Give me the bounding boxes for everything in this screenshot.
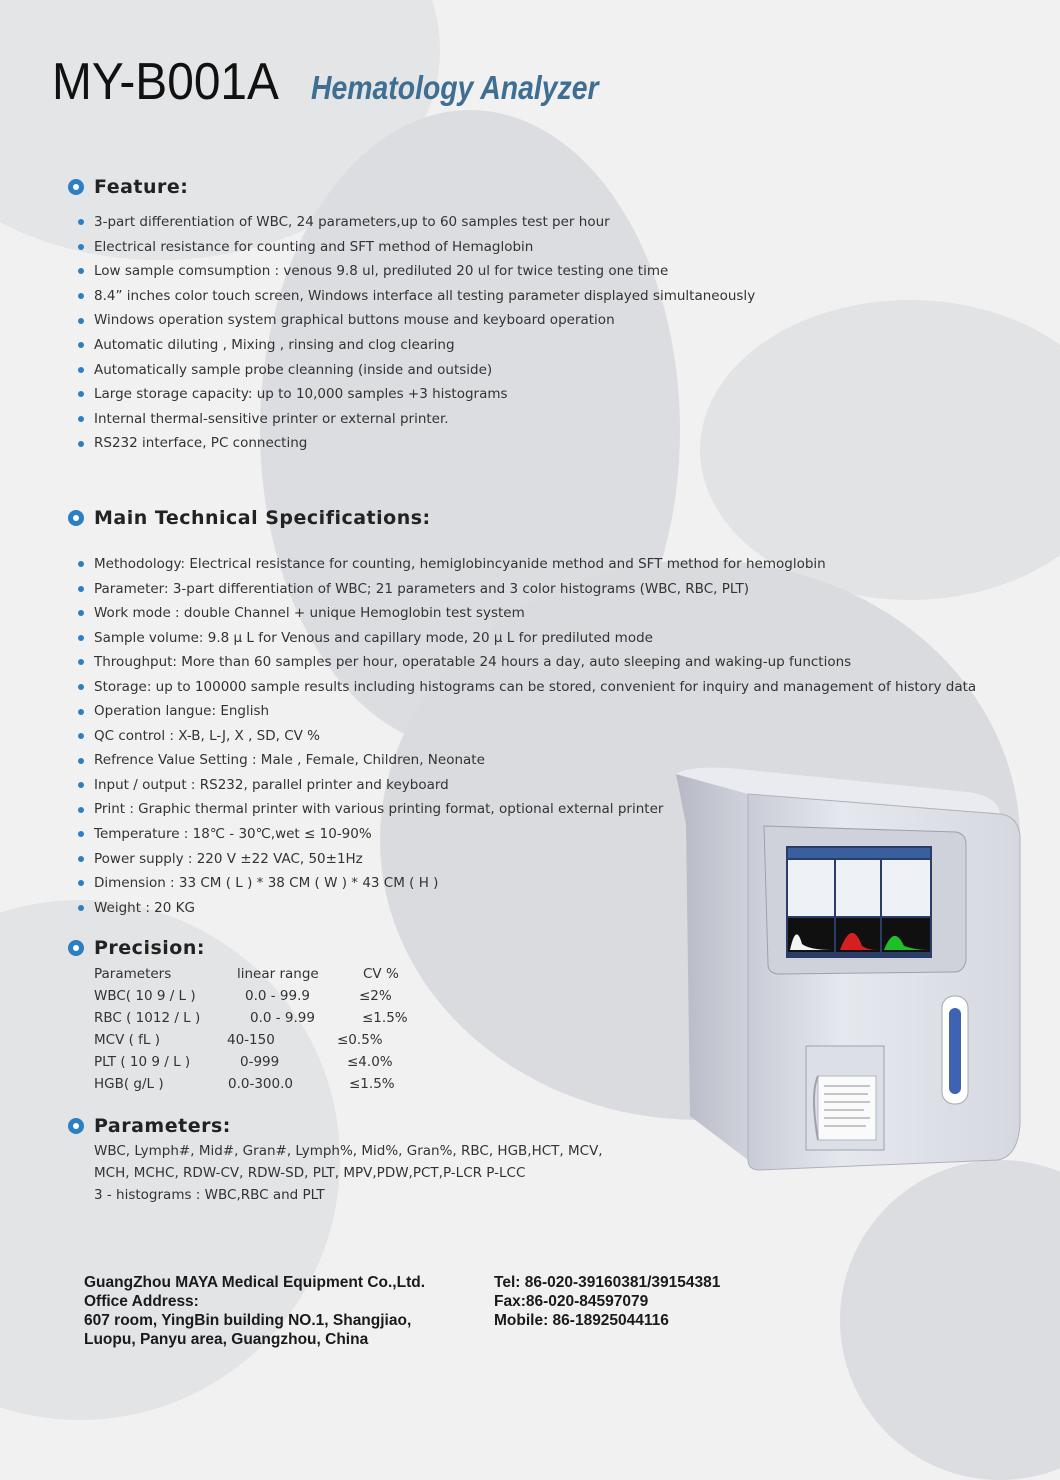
table-cell: ≤2% bbox=[359, 988, 392, 1004]
list-item: Throughput: More than 60 samples per hour, operatable 24 hours a day, auto sleeping and waking-up functions bbox=[78, 650, 976, 675]
list-item: Sample volume: 9.8 μ L for Venous and capillary mode, 20 μ L for prediluted mode bbox=[78, 626, 976, 651]
table-cell: PLT ( 10 9 / L ) bbox=[94, 1054, 191, 1070]
list-item: Print : Graphic thermal printer with various printing format, optional external printer bbox=[78, 797, 976, 822]
list-item: Temperature : 18℃ - 30℃,wet ≤ 10-90% bbox=[78, 822, 976, 847]
list-item: Large storage capacity: up to 10,000 samples +3 histograms bbox=[78, 382, 755, 407]
parameters-line: WBC, Lymph#, Mid#, Gran#, Lymph%, Mid%, Gran%, RBC, HGB,HCT, MCV, bbox=[94, 1143, 603, 1159]
table-cell: 0.0 - 99.9 bbox=[245, 988, 310, 1004]
table-cell: WBC( 10 9 / L ) bbox=[94, 988, 196, 1004]
list-item: Electrical resistance for counting and SFT method of Hemaglobin bbox=[78, 235, 755, 260]
precision-title: Precision: bbox=[94, 937, 205, 959]
column-header: CV % bbox=[363, 966, 399, 982]
address-line: Luopu, Panyu area, Guangzhou, China bbox=[84, 1331, 369, 1348]
table-cell: ≤1.5% bbox=[349, 1076, 395, 1092]
list-item: Parameter: 3-part differentiation of WBC; 21 parameters and 3 color histograms (WBC, RBC, PLT) bbox=[78, 577, 976, 602]
parameters-title: Parameters: bbox=[94, 1115, 231, 1137]
section-bullet-icon bbox=[68, 1118, 84, 1134]
list-item: Work mode : double Channel + unique Hemoglobin test system bbox=[78, 601, 976, 626]
address-line: 607 room, YingBin building NO.1, Shangjiao, bbox=[84, 1312, 412, 1329]
specs-title: Main Technical Specifications: bbox=[94, 507, 431, 529]
address-label: Office Address: bbox=[84, 1293, 199, 1310]
table-cell: MCV ( fL ) bbox=[94, 1032, 160, 1048]
feature-list bbox=[78, 210, 755, 456]
list-item: Methodology: Electrical resistance for counting, hemiglobincyanide method and SFT method for hemoglobin bbox=[78, 552, 976, 577]
table-cell: RBC ( 1012 / L ) bbox=[94, 1010, 201, 1026]
parameters-text bbox=[94, 1140, 603, 1206]
parameters-line: 3 - histograms : WBC,RBC and PLT bbox=[94, 1187, 325, 1203]
footer-company bbox=[84, 1273, 425, 1349]
list-item: Dimension : 33 CM ( L ) * 38 CM ( W ) * 43 CM ( H ) bbox=[78, 871, 976, 896]
list-item: Input / output : RS232, parallel printer and keyboard bbox=[78, 773, 976, 798]
fax: Fax:86-020-84597079 bbox=[494, 1293, 649, 1310]
product-subtitle: Hematology Analyzer bbox=[310, 69, 599, 106]
precision-table bbox=[94, 963, 408, 1095]
table-row bbox=[94, 1007, 408, 1029]
parameters-heading bbox=[68, 1115, 231, 1137]
table-cell: 0.0 - 9.99 bbox=[250, 1010, 315, 1026]
list-item: Low sample comsumption : venous 9.8 ul, prediluted 20 ul for twice testing one time bbox=[78, 259, 755, 284]
table-cell: 40-150 bbox=[227, 1032, 275, 1048]
footer-contact bbox=[494, 1273, 720, 1330]
list-item: Power supply : 220 V ±22 VAC, 50±1Hz bbox=[78, 847, 976, 872]
table-row bbox=[94, 1051, 408, 1073]
section-bullet-icon bbox=[68, 179, 84, 195]
feature-title: Feature: bbox=[94, 176, 189, 198]
column-header: linear range bbox=[237, 966, 319, 982]
list-item: Operation langue: English bbox=[78, 699, 976, 724]
parameters-line: MCH, MCHC, RDW-CV, RDW-SD, PLT, MPV,PDW,PCT,P-LCR P-LCC bbox=[94, 1165, 526, 1181]
list-item: QC control : X-B, L-J, X , SD, CV % bbox=[78, 724, 976, 749]
list-item: 8.4” inches color touch screen, Windows interface all testing parameter displayed simultaneously bbox=[78, 284, 755, 309]
sample-probe bbox=[949, 1008, 961, 1094]
section-bullet-icon bbox=[68, 940, 84, 956]
list-item: Internal thermal-sensitive printer or external printer. bbox=[78, 407, 755, 432]
background-shape bbox=[840, 1160, 1060, 1480]
list-item: Refrence Value Setting : Male , Female, Children, Neonate bbox=[78, 748, 976, 773]
list-item: Automatic diluting , Mixing , rinsing and clog clearing bbox=[78, 333, 755, 358]
table-cell: 0.0-300.0 bbox=[228, 1076, 293, 1092]
table-cell: 0-999 bbox=[240, 1054, 280, 1070]
column-header: Parameters bbox=[94, 966, 172, 982]
precision-heading bbox=[68, 937, 205, 959]
table-cell: ≤4.0% bbox=[347, 1054, 393, 1070]
page-title bbox=[52, 52, 645, 112]
precision-header-row bbox=[94, 963, 408, 985]
table-row bbox=[94, 985, 408, 1007]
table-row bbox=[94, 1029, 408, 1051]
list-item: RS232 interface, PC connecting bbox=[78, 431, 755, 456]
list-item: Storage: up to 100000 sample results including histograms can be stored, convenient for inquiry and management of history data bbox=[78, 675, 976, 700]
mobile: Mobile: 86-18925044116 bbox=[494, 1312, 669, 1329]
list-item: Windows operation system graphical buttons mouse and keyboard operation bbox=[78, 308, 755, 333]
table-cell: HGB( g/L ) bbox=[94, 1076, 164, 1092]
list-item: Weight : 20 KG bbox=[78, 896, 976, 921]
table-cell: ≤0.5% bbox=[337, 1032, 383, 1048]
specs-heading bbox=[68, 507, 431, 529]
company-name: GuangZhou MAYA Medical Equipment Co.,Ltd. bbox=[84, 1274, 426, 1291]
table-cell: ≤1.5% bbox=[362, 1010, 408, 1026]
section-bullet-icon bbox=[68, 510, 84, 526]
telephone: Tel: 86-020-39160381/39154381 bbox=[494, 1274, 721, 1291]
table-row bbox=[94, 1073, 408, 1095]
model-name: MY-B001A bbox=[52, 53, 279, 111]
list-item: 3-part differentiation of WBC, 24 parameters,up to 60 samples test per hour bbox=[78, 210, 755, 235]
specs-list bbox=[78, 552, 976, 920]
list-item: Automatically sample probe cleanning (inside and outside) bbox=[78, 358, 755, 383]
feature-heading bbox=[68, 176, 188, 198]
